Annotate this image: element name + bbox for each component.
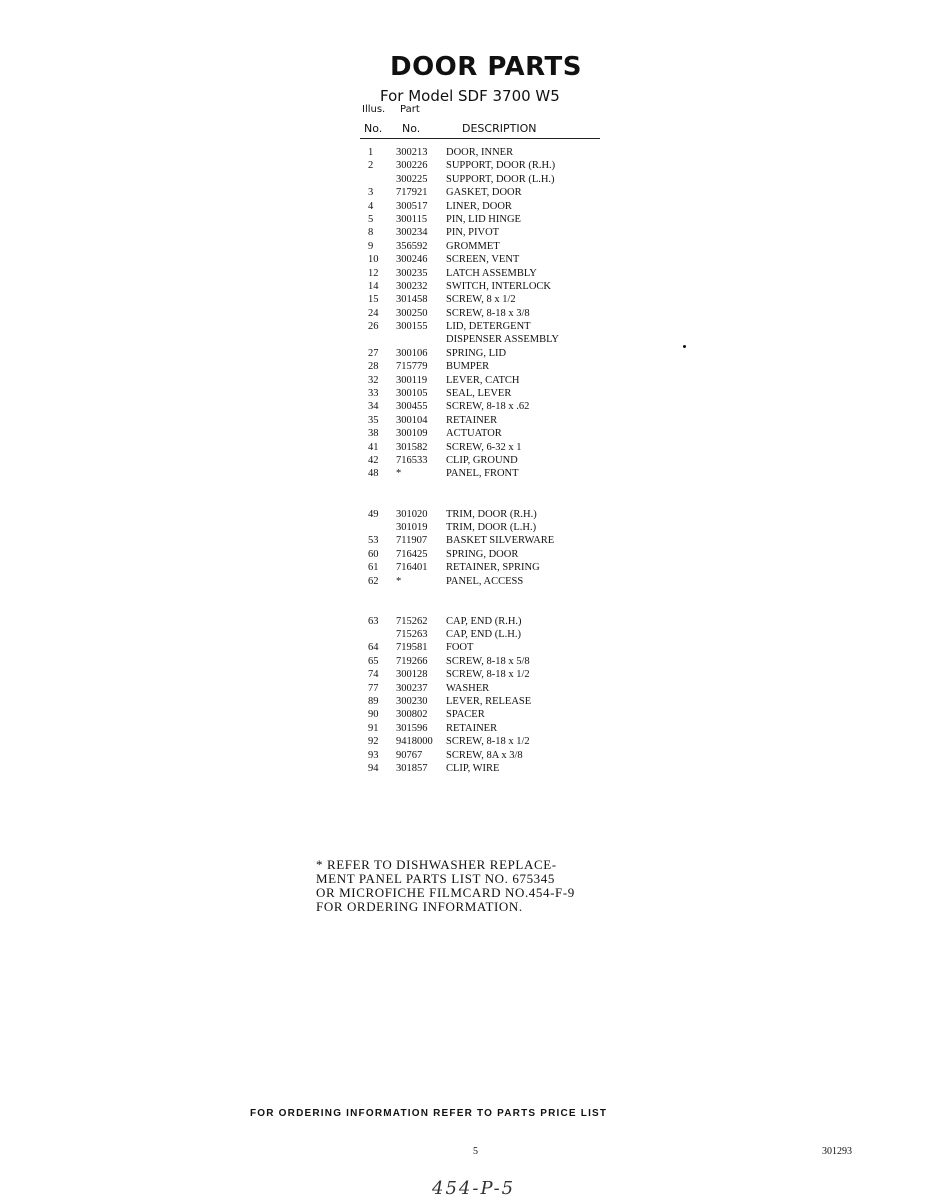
illus-number: 53 [368, 535, 379, 547]
list-item [360, 668, 620, 681]
part-description: SCREW, 8 x 1/2 [446, 294, 516, 306]
illus-number: 4 [368, 200, 374, 212]
part-number: 715779 [396, 361, 428, 373]
part-number: 301582 [396, 441, 428, 453]
part-number: 300246 [396, 254, 428, 266]
list-item [360, 708, 620, 721]
illus-number: 48 [368, 468, 379, 480]
illus-number: 38 [368, 428, 379, 440]
list-item [360, 615, 620, 628]
illus-number: 14 [368, 280, 379, 292]
illus-number: 74 [368, 669, 379, 681]
part-description: SCREW, 8-18 x 3/8 [446, 307, 530, 319]
part-number: 301019 [396, 521, 428, 533]
page-number: 5 [473, 1146, 478, 1157]
illus-number: 24 [368, 307, 379, 319]
part-number: 300235 [396, 267, 428, 279]
part-description: CLIP, WIRE [446, 763, 500, 774]
part-number: 300237 [396, 682, 428, 694]
illus-number: 61 [368, 562, 379, 574]
replacement-panel-note: * REFER TO DISHWASHER REPLACE- MENT PANEL PARTS LIST NO. 675345 OR MICROFICHE FILMCARD NO.454-F-9 FOR ORDERING INFORMATION. [316, 857, 575, 914]
illus-number: 63 [368, 615, 379, 627]
part-description: SCREW, 8A x 3/8 [446, 749, 523, 761]
list-item [360, 320, 620, 333]
part-number: 356592 [396, 240, 428, 252]
list-item [360, 200, 620, 213]
illus-number: 3 [368, 187, 374, 199]
part-number: 301458 [396, 294, 428, 306]
list-item [360, 561, 620, 574]
list-item [360, 267, 620, 280]
part-description: PIN, LID HINGE [446, 213, 521, 225]
part-number: 300225 [396, 173, 428, 185]
part-description: PANEL, FRONT [446, 468, 519, 480]
list-item [360, 347, 620, 360]
list-item [360, 762, 620, 775]
handwritten-annotation: 454-P-5 [432, 1178, 516, 1199]
illus-number: 27 [368, 347, 379, 359]
part-number: 300802 [396, 709, 428, 721]
ordering-footer: FOR ORDERING INFORMATION REFER TO PARTS PRICE LIST [250, 1108, 608, 1119]
part-description: FOOT [446, 642, 474, 654]
list-item [360, 280, 620, 293]
illus-number: 65 [368, 655, 379, 667]
part-description: LEVER, CATCH [446, 374, 520, 386]
illus-number: 2 [368, 160, 374, 172]
part-description: CAP, END (L.H.) [446, 629, 521, 641]
list-item [360, 293, 620, 306]
illus-number: 9 [368, 240, 374, 252]
illus-number: 42 [368, 454, 379, 466]
illus-number: 26 [368, 321, 379, 333]
part-description: RETAINER [446, 414, 498, 426]
part-description: SCREW, 8-18 x .62 [446, 401, 530, 413]
description-header: DESCRIPTION [462, 122, 537, 135]
part-description: WASHER [446, 682, 490, 694]
list-item [360, 226, 620, 239]
list-item [360, 441, 620, 454]
part-description: SCREW, 8-18 x 1/2 [446, 736, 530, 748]
list-item [360, 333, 620, 346]
part-number: 300155 [396, 321, 428, 333]
illus-number: 41 [368, 441, 379, 453]
illus-number: 1 [368, 147, 374, 158]
illus-number: 33 [368, 388, 379, 400]
part-description: LATCH ASSEMBLY [446, 267, 537, 279]
part-number: 719266 [396, 655, 428, 667]
part-number: 300109 [396, 428, 428, 440]
part-description: GROMMET [446, 240, 500, 252]
part-description: BUMPER [446, 361, 490, 373]
illus-number: 91 [368, 722, 379, 734]
part-description: SPACER [446, 709, 485, 721]
illus-no-header: No. [364, 122, 383, 135]
illus-number: 93 [368, 749, 379, 761]
part-description: CLIP, GROUND [446, 454, 518, 466]
header-rule [360, 138, 600, 139]
part-number: 300106 [396, 347, 428, 359]
part-description: LEVER, RELEASE [446, 696, 532, 708]
part-description: RETAINER [446, 722, 498, 734]
part-description: GASKET, DOOR [446, 187, 522, 199]
part-description: SUPPORT, DOOR (R.H.) [446, 160, 556, 172]
part-number: 300119 [396, 374, 428, 386]
list-item [360, 467, 620, 507]
illus-number: 92 [368, 736, 379, 748]
part-number: 716425 [396, 548, 428, 560]
part-number: 715263 [396, 629, 428, 641]
part-description: LID, DETERGENT [446, 321, 531, 333]
parts-list [360, 146, 620, 775]
list-item [360, 628, 620, 641]
part-number: 300128 [396, 669, 428, 681]
part-number: 715262 [396, 615, 428, 627]
part-number: 300226 [396, 160, 428, 172]
illus-number: 10 [368, 254, 379, 266]
part-number: 300213 [396, 147, 428, 158]
list-item [360, 427, 620, 440]
part-description: DISPENSER ASSEMBLY [446, 334, 560, 346]
part-description: TRIM, DOOR (R.H.) [446, 508, 537, 520]
part-description: SUPPORT, DOOR (L.H.) [446, 173, 555, 185]
part-number: * [396, 468, 402, 480]
list-item [360, 387, 620, 400]
stray-mark [683, 345, 686, 348]
part-description: ACTUATOR [446, 428, 502, 440]
part-description: PANEL, ACCESS [446, 575, 524, 587]
list-item [360, 722, 620, 735]
list-item [360, 655, 620, 668]
part-description: LINER, DOOR [446, 200, 512, 212]
part-no-header: No. [402, 122, 421, 135]
part-number: 300234 [396, 227, 428, 239]
illus-number: 12 [368, 267, 379, 279]
part-number: 301857 [396, 763, 428, 774]
part-description: SPRING, LID [446, 347, 507, 359]
part-description: PIN, PIVOT [446, 227, 500, 239]
list-item [360, 307, 620, 320]
part-header: Part [400, 104, 420, 115]
part-number: 300455 [396, 401, 428, 413]
part-description: DOOR, INNER [446, 147, 514, 158]
part-number: 300232 [396, 280, 428, 292]
part-description: SPRING, DOOR [446, 548, 519, 560]
list-item [360, 735, 620, 748]
document-number: 301293 [822, 1146, 852, 1157]
part-number: 300115 [396, 213, 428, 225]
part-number: 716401 [396, 562, 428, 574]
part-description: SEAL, LEVER [446, 388, 512, 400]
part-description: BASKET SILVERWARE [446, 535, 555, 547]
part-number: 719581 [396, 642, 428, 654]
part-number: 300104 [396, 414, 428, 426]
illus-number: 35 [368, 414, 379, 426]
part-description: TRIM, DOOR (L.H.) [446, 521, 537, 533]
part-description: RETAINER, SPRING [446, 562, 540, 574]
list-item [360, 695, 620, 708]
part-description: SCREW, 6-32 x 1 [446, 441, 522, 453]
list-item [360, 146, 620, 159]
list-item [360, 575, 620, 615]
part-number: 300230 [396, 696, 428, 708]
illus-header: Illus. [362, 104, 386, 115]
list-item [360, 534, 620, 547]
list-item [360, 521, 620, 534]
list-item [360, 548, 620, 561]
part-number: 717921 [396, 187, 428, 199]
list-item [360, 414, 620, 427]
illus-number: 5 [368, 213, 374, 225]
illus-number: 49 [368, 508, 379, 520]
list-item [360, 159, 620, 172]
list-item [360, 253, 620, 266]
part-description: SWITCH, INTERLOCK [446, 280, 551, 292]
part-number: * [396, 575, 402, 587]
list-item [360, 186, 620, 199]
part-number: 716533 [396, 454, 428, 466]
illus-number: 64 [368, 642, 379, 654]
part-description: CAP, END (R.H.) [446, 615, 522, 627]
illus-number: 32 [368, 374, 379, 386]
part-number: 90767 [396, 749, 423, 761]
part-number: 301596 [396, 722, 428, 734]
list-item [360, 374, 620, 387]
list-item [360, 641, 620, 654]
illus-number: 94 [368, 763, 379, 774]
illus-number: 77 [368, 682, 379, 694]
list-item [360, 173, 620, 186]
page-title: DOOR PARTS [390, 52, 582, 82]
illus-number: 15 [368, 294, 379, 306]
list-item [360, 400, 620, 413]
illus-number: 34 [368, 401, 379, 413]
illus-number: 89 [368, 696, 379, 708]
part-description: SCREW, 8-18 x 1/2 [446, 669, 530, 681]
illus-number: 28 [368, 361, 379, 373]
list-item [360, 360, 620, 373]
list-item [360, 682, 620, 695]
list-item [360, 454, 620, 467]
list-item [360, 749, 620, 762]
part-description: SCREW, 8-18 x 5/8 [446, 655, 530, 667]
part-number: 9418000 [396, 736, 433, 748]
illus-number: 90 [368, 709, 379, 721]
part-number: 300517 [396, 200, 428, 212]
illus-number: 60 [368, 548, 379, 560]
part-description: SCREEN, VENT [446, 254, 520, 266]
list-item [360, 213, 620, 226]
part-number: 300105 [396, 388, 428, 400]
part-number: 711907 [396, 535, 428, 547]
part-number: 300250 [396, 307, 428, 319]
illus-number: 8 [368, 227, 374, 239]
list-item [360, 240, 620, 253]
part-number: 301020 [396, 508, 428, 520]
illus-number: 62 [368, 575, 379, 587]
list-item [360, 508, 620, 521]
model-subtitle: For Model SDF 3700 W5 [380, 87, 560, 105]
